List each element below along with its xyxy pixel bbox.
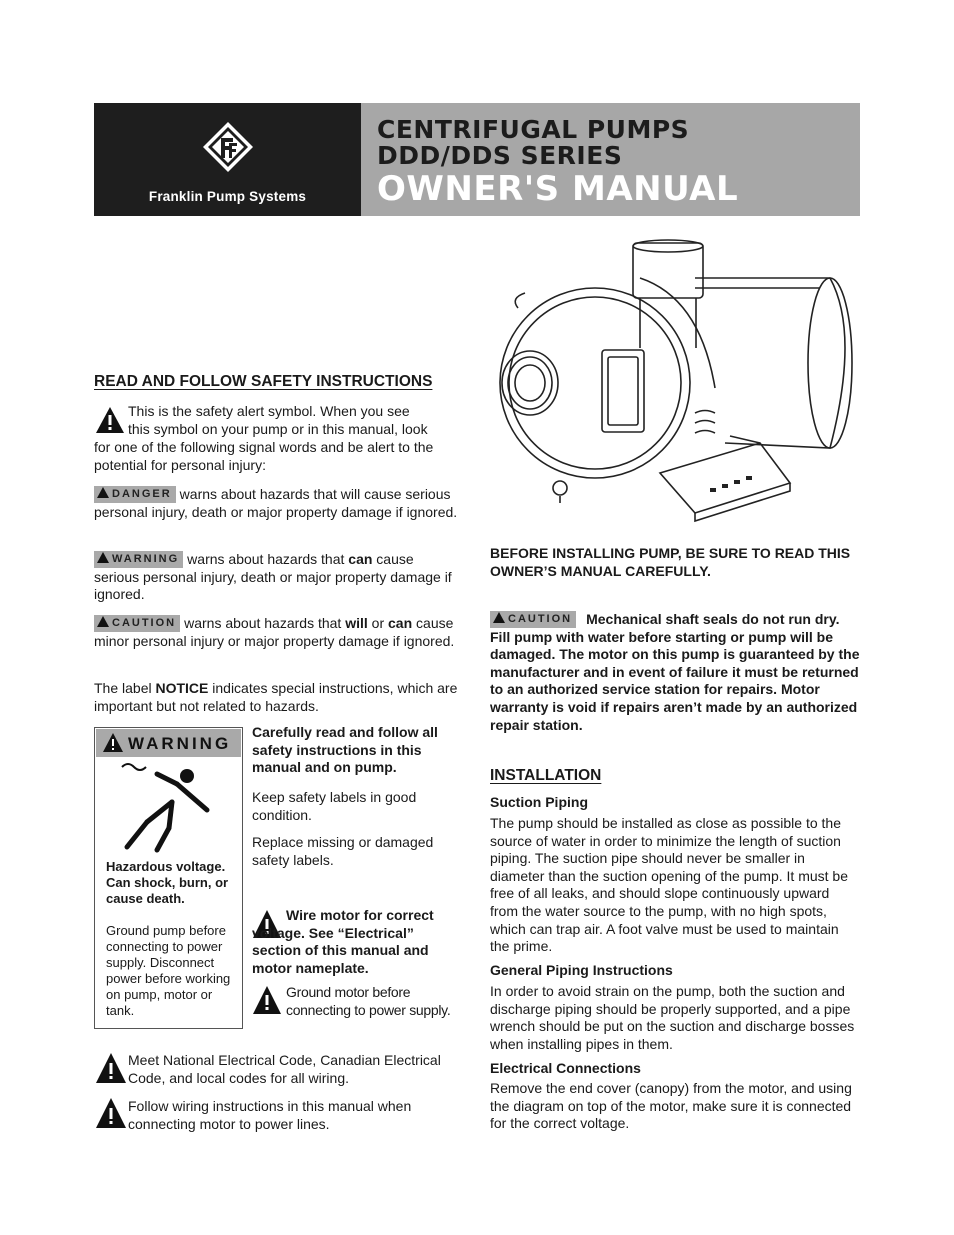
suction-heading: Suction Piping bbox=[490, 794, 588, 810]
alert-triangle-icon bbox=[97, 487, 109, 498]
alert-triangle-icon bbox=[102, 732, 124, 753]
warning-definition: WARNING warns about hazards that can cause serious personal injury, death or major property damage if ignored. bbox=[94, 551, 452, 603]
alert-triangle-icon bbox=[97, 552, 109, 563]
alert-triangle-icon bbox=[95, 1052, 127, 1084]
title-line-1: CENTRIFUGAL PUMPS bbox=[377, 115, 690, 144]
safety-intro-rest: for one of the following signal words and be alert to the potential for personal injury: bbox=[94, 439, 434, 473]
franklin-logo-icon bbox=[202, 121, 254, 173]
follow-wiring-note: Follow wiring instructions in this manual when connecting motor to power lines. bbox=[128, 1098, 412, 1132]
ground-pump-text: Ground pump before connecting to power supply. Disconnect power before working on pump, motor or tank. bbox=[106, 923, 231, 1018]
suction-text: The pump should be installed as close as possible to the source of water in order to minimize the length of suction piping. The suction pipe should never be smaller in diameter than the suction opening of the pump. It must be free of all leaks, and should slope continuously upward from the water source to the pump, with no high spots, which can trap air. A foot valve must be used to maintain the prime. bbox=[490, 815, 848, 955]
warning-badge: WARNING bbox=[94, 551, 183, 568]
notice-definition: The label NOTICE indicates special instructions, which are important but not related to hazards. bbox=[94, 680, 458, 714]
danger-definition: DANGER warns about hazards that will cause serious personal injury, death or major property damage if ignored. bbox=[94, 486, 458, 520]
title-line-2: DDD/DDS SERIES bbox=[377, 141, 623, 170]
caution-badge: CAUTION bbox=[490, 611, 576, 628]
general-piping-text: In order to avoid strain on the pump, both the suction and discharge piping should be properly supported, and a pipe wrench should be put on the suction and discharge bosses when installing pipes in them. bbox=[490, 983, 855, 1052]
read-follow-note: Carefully read and follow all safety instructions in this manual and on pump. bbox=[252, 724, 438, 776]
ground-motor-note: Ground motor before connecting to power supply. bbox=[286, 984, 451, 1018]
safety-intro-line2: this symbol on your pump or in this manual, look bbox=[128, 421, 428, 437]
pump-illustration bbox=[490, 238, 860, 523]
safety-alert-icon bbox=[95, 406, 125, 434]
safety-heading: READ AND FOLLOW SAFETY INSTRUCTIONS bbox=[94, 373, 433, 390]
danger-badge: DANGER bbox=[94, 486, 176, 503]
electrical-heading: Electrical Connections bbox=[490, 1060, 641, 1076]
alert-triangle-icon bbox=[95, 1097, 127, 1129]
caution-definition: CAUTION warns about hazards that will or can cause minor personal injury or major property damage if ignored. bbox=[94, 615, 455, 649]
alert-triangle-icon bbox=[493, 612, 505, 623]
header-brand-panel bbox=[94, 103, 361, 216]
wire-motor-note: Wire motor for correct voltage. See “Electrical” section of this manual and motor nameplate. bbox=[252, 907, 434, 976]
general-piping-heading: General Piping Instructions bbox=[490, 962, 673, 978]
alert-triangle-icon bbox=[97, 616, 109, 627]
company-name: Franklin Pump Systems bbox=[148, 189, 307, 204]
warning-box-label: WARNING bbox=[128, 734, 232, 753]
electric-shock-icon bbox=[117, 762, 217, 854]
warning-box bbox=[94, 727, 243, 1029]
caution-seals-notice: CAUTION Mechanical shaft seals do not run dry. Fill pump with water before starting or pump will be damaged. The motor on this pump is guaranteed by the manufacturer and in event of failure it must be returned to an authorized service station for repairs. Motor warranty is void if repairs aren’t made by an authorized repair station. bbox=[490, 611, 860, 733]
warning-box-header bbox=[96, 729, 241, 757]
before-install-notice: BEFORE INSTALLING PUMP, BE SURE TO READ THIS OWNER’S MANUAL CAREFULLY. bbox=[490, 545, 851, 579]
electrical-text: Remove the end cover (canopy) from the motor, and using the diagram on top of the motor, make sure it is connected for the correct voltage. bbox=[490, 1080, 852, 1132]
keep-labels-note: Keep safety labels in good condition. bbox=[252, 789, 417, 823]
electrical-code-note: Meet National Electrical Code, Canadian Electrical Code, and local codes for all wiring. bbox=[128, 1052, 441, 1086]
installation-heading: INSTALLATION bbox=[490, 767, 602, 784]
title-line-3: OWNER'S MANUAL bbox=[377, 169, 739, 209]
alert-triangle-icon bbox=[252, 985, 282, 1015]
replace-labels-note: Replace missing or damaged safety labels. bbox=[252, 834, 434, 868]
caution-badge: CAUTION bbox=[94, 615, 180, 632]
header-title-panel bbox=[361, 103, 860, 216]
hazard-voltage-text: Hazardous voltage. Can shock, burn, or cause death. bbox=[106, 859, 229, 906]
safety-intro-line1: This is the safety alert symbol. When you see bbox=[128, 403, 410, 419]
